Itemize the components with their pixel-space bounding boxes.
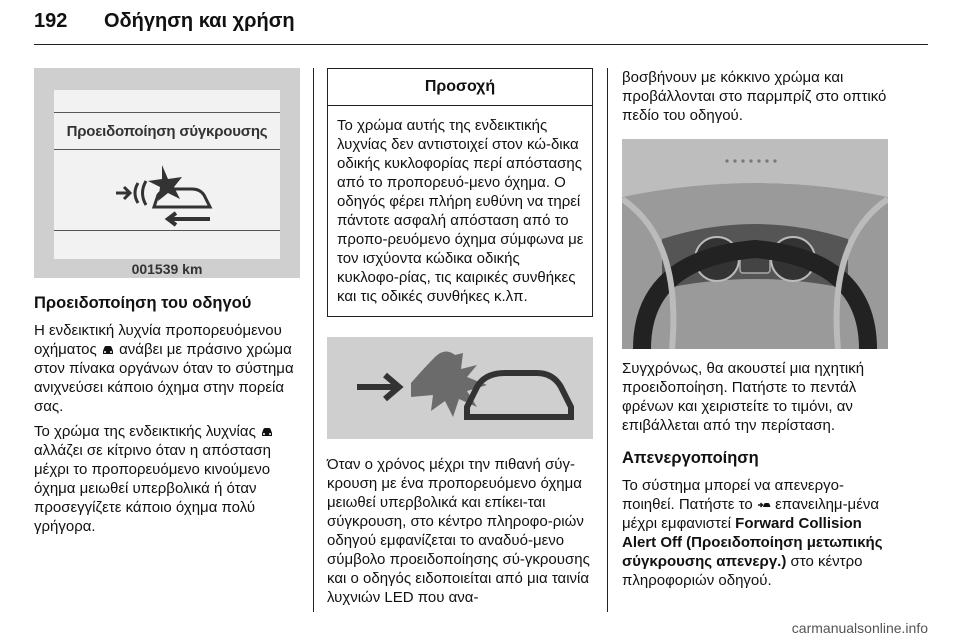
- column-right: [622, 68, 892, 596]
- odometer-reading: 001539 km: [131, 261, 203, 277]
- column-divider: [313, 68, 314, 612]
- section-heading: Προειδοποίηση του οδηγού: [34, 294, 252, 312]
- collision-illustration: [327, 337, 593, 439]
- column-middle: [327, 68, 593, 613]
- text-run: Το χρώμα της ενδεικτικής λυχνίας: [34, 423, 256, 440]
- display-rule: [54, 149, 280, 150]
- dashboard-led-figure: [622, 139, 888, 349]
- collision-warning-figure: [34, 68, 300, 278]
- section-heading: Απενεργοποίηση: [622, 449, 759, 467]
- paragraph: [34, 422, 300, 536]
- text-run: ανάβει με πράσινο χρώμα στον πίνακα οργάνων όταν το σύστημα ανιχνεύσει κάποιο όχημα στην πορεία σας.: [34, 341, 294, 415]
- collision-alert-button-icon: [757, 499, 771, 511]
- vehicle-ahead-icon: [260, 426, 274, 438]
- text-run: Η ενδεικτική λυχνία προπορευόμενου οχήματος: [34, 322, 282, 358]
- car-collision-icon: [327, 337, 593, 439]
- display-title: Προειδοποίηση σύγκρουσης: [66, 123, 268, 140]
- caution-heading: Προσοχή: [328, 69, 592, 106]
- column-left: [34, 68, 300, 542]
- caution-text: Το χρώμα αυτής της ενδεικτικής λυχνίας δεν αντιστοιχεί στον κώ-δικα οδικής κυκλοφορίας περί απόστασης από το προπορευό-μενο όχημα. Ο οδηγός φέρει πλήρη ευθύνη να τηρεί πάντοτε ασφαλή απόσταση από το προπο-ρευόμενο όχημα σύμφωνα με τον ισχύοντα κώδικα οδικής κυκλοφο-ρίας, τις καιρικές συνθήκες και τις οδικές συνθήκες κ.λπ.: [337, 117, 584, 305]
- windshield-led-illustration: [622, 139, 888, 349]
- caution-box: [327, 68, 593, 317]
- watermark: carmanualsonline.info: [791, 620, 928, 636]
- text-run: στο κέντρο πληροφοριών οδηγού.: [622, 553, 863, 589]
- column-divider: [607, 68, 608, 612]
- text-run: Το σύστημα μπορεί να απενεργο-ποιηθεί. Πατήστε το: [622, 477, 844, 513]
- header-divider: [34, 44, 928, 45]
- page-number: 192: [34, 10, 68, 32]
- paragraph: βοσβήνουν με κόκκινο χρώμα και προβάλλονται στο παρμπρίζ στο οπτικό πεδίο του οδηγού.: [622, 69, 887, 124]
- paragraph: Συγχρόνως, θα ακουστεί μια ηχητική προειδοποίηση. Πατήστε το πεντάλ φρένων και χειριστείτε το τιμόνι, αν επιβάλλεται από την περίσταση.: [622, 360, 865, 434]
- menu-message: Forward Collision Alert Off (Προειδοποίηση μετωπικής σύγκρουσης απενεργ.): [622, 515, 883, 570]
- text-run: αλλάζει σε κίτρινο όταν η απόσταση μέχρι το προπορευόμενο κινούμενο όχημα μειωθεί υπερβολικά ή όταν προσεγγίζετε κάποιο όχημα πολύ γρήγορα.: [34, 442, 271, 535]
- paragraph: [34, 321, 300, 416]
- text-run: επανειλημ-μένα μέχρι εμφανιστεί: [622, 496, 880, 532]
- display-rule: [54, 112, 280, 113]
- collision-alert-icon: [114, 153, 224, 233]
- paragraph: [622, 476, 892, 590]
- page-header: [34, 10, 295, 33]
- paragraph: Όταν ο χρόνος μέχρι την πιθανή σύγ-κρουση με ένα προπορευόμενο όχημα μειωθεί υπερβολικά και επίκει-ται σύγκρουση, στο κέντρο πληροφο-ριών οδηγού εμφανίζεται το αναδυό-μενο σύμβολο προειδοποίησης σύ-γκρουσης και ο οδηγός ειδοποιείται από μια ταινία λυχνιών LED που ανα-: [327, 456, 590, 606]
- section-title: Οδήγηση και χρήση: [104, 10, 295, 32]
- display-rule: [54, 230, 280, 231]
- vehicle-ahead-icon: [101, 344, 115, 356]
